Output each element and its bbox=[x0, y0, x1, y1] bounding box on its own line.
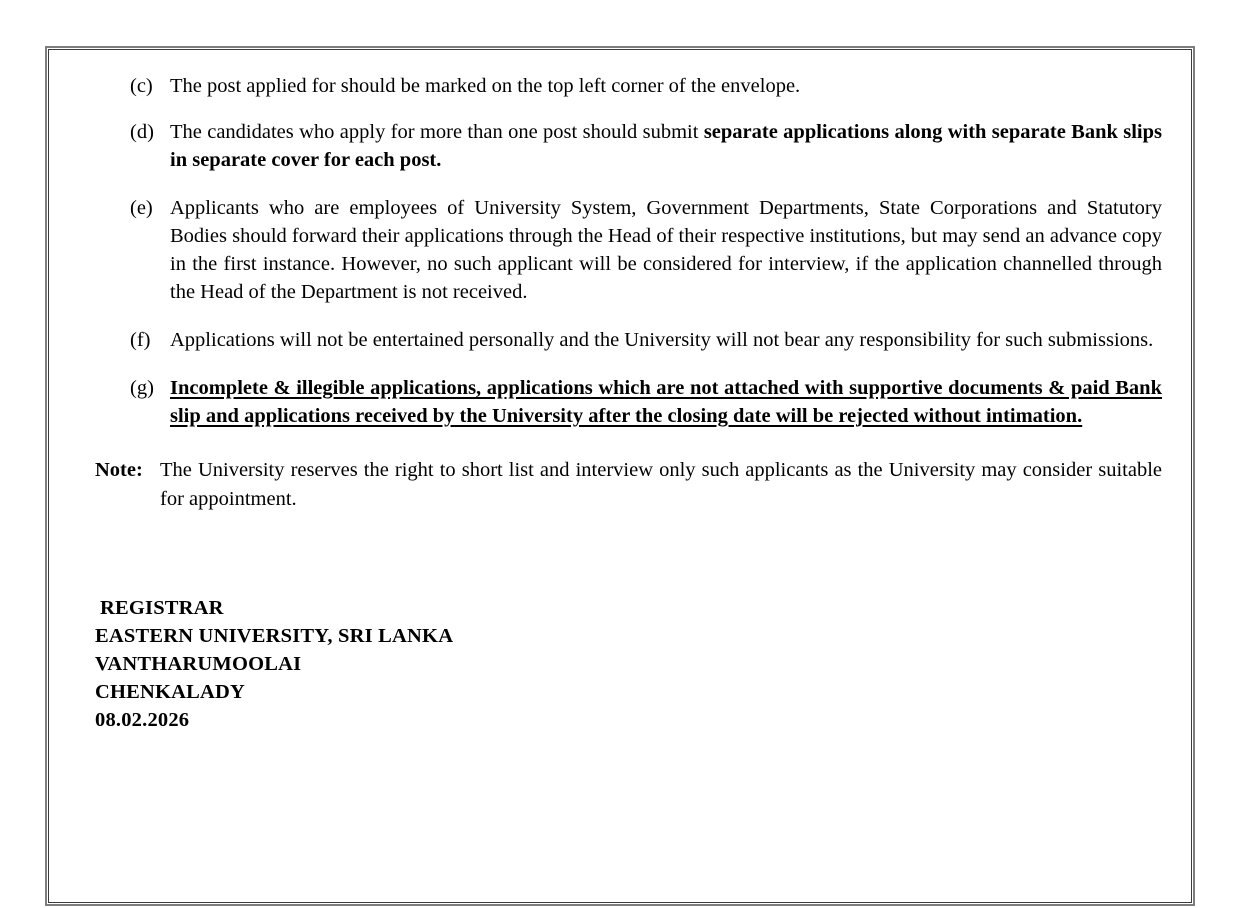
clause-e-text: Applicants who are employees of University System, Government Departments, State Corporations and Statutory Bodies should forward their applications through the Head of their respective institutions, but may send an advance copy in the first instance. However, no such applicant will be considered for interview, if the application channelled through the Head of the Department is not received. bbox=[170, 197, 1162, 303]
clause-g-text: Incomplete & illegible applications, applications which are not attached with supportive documents & paid Bank slip and applications received by the University after the closing date will be rejected without intimation. bbox=[170, 377, 1162, 427]
clause-d bbox=[47, 118, 1197, 174]
note-label: Note: bbox=[95, 459, 143, 481]
document-content bbox=[47, 48, 1197, 908]
top-spacer bbox=[47, 48, 1197, 72]
clause-e bbox=[47, 194, 1197, 306]
clause-g-marker: (g) bbox=[130, 377, 154, 399]
signature-line-registrar: REGISTRAR bbox=[100, 597, 224, 619]
clause-g bbox=[47, 374, 1197, 430]
clause-f-text: Applications will not be entertained personally and the University will not bear any responsibility for such submissions. bbox=[170, 329, 1154, 351]
note-text: The University reserves the right to short list and interview only such applicants as the University may consider suitable for appointment. bbox=[160, 459, 1162, 510]
clause-f bbox=[47, 326, 1197, 354]
document-page-frame bbox=[45, 46, 1195, 906]
note-block bbox=[47, 456, 1197, 514]
signature-block bbox=[47, 594, 1197, 734]
clause-d-marker: (d) bbox=[130, 121, 154, 143]
signature-line-university: EASTERN UNIVERSITY, SRI LANKA bbox=[95, 625, 454, 647]
clause-d-text-bold: separate applications along with separate Bank slips in separate cover for each post. bbox=[170, 121, 1162, 171]
clause-c-text: The post applied for should be marked on the top left corner of the envelope. bbox=[170, 75, 801, 97]
signature-line-address-1: VANTHARUMOOLAI bbox=[95, 653, 302, 675]
clause-c-marker: (c) bbox=[130, 75, 153, 97]
signature-line-date: 08.02.2026 bbox=[95, 709, 190, 731]
clause-e-marker: (e) bbox=[130, 197, 153, 219]
clause-d-text-regular: The candidates who apply for more than one post should submit bbox=[170, 121, 704, 143]
clause-f-marker: (f) bbox=[130, 329, 151, 351]
signature-line-address-2: CHENKALADY bbox=[95, 681, 246, 703]
clause-c bbox=[47, 72, 1197, 100]
